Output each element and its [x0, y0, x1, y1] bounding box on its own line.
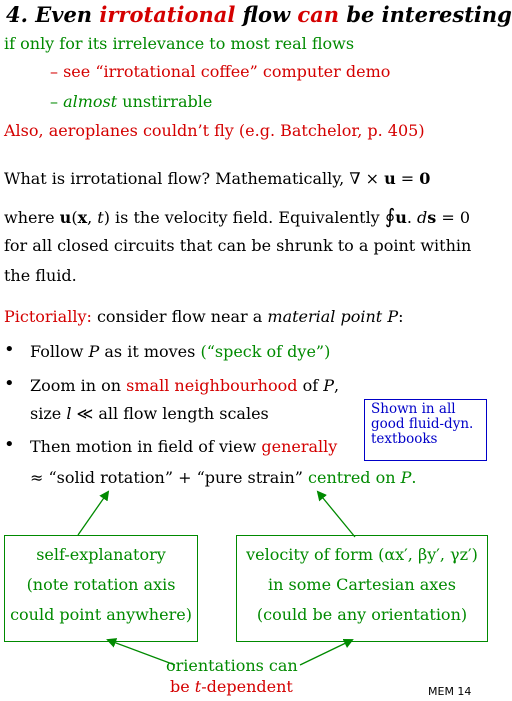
u-symbol: u — [59, 208, 72, 227]
title-end: be interesting — [339, 2, 512, 27]
arrow-to-right-box — [300, 640, 352, 665]
strain-box-line-2: in some Cartesian axes — [268, 575, 456, 594]
bullet-dot-1: • — [4, 339, 15, 360]
bullet-2-b: of — [297, 376, 324, 395]
bullet-1-a: Follow — [30, 342, 89, 361]
bullet-2-p: P — [323, 376, 334, 395]
colon: : — [398, 307, 404, 326]
note-line-2: good fluid-dyn. — [371, 416, 474, 432]
para-line-4: the fluid. — [4, 266, 77, 285]
where-text: where — [4, 208, 60, 227]
strain-box-line-1: velocity of form (αx′, βy′, γz′) — [246, 545, 478, 564]
curl-operator: ∇ × — [349, 169, 385, 188]
dot-product: . — [406, 208, 418, 227]
scales-text: ≪ all flow length scales — [71, 404, 269, 423]
u2-symbol: u — [395, 208, 407, 227]
velocity-symbol: u — [384, 169, 396, 188]
generally-text: generally — [261, 437, 338, 456]
equals-zero: = 0 — [436, 208, 471, 227]
s-symbol: s — [427, 208, 437, 227]
rotation-box-line-2: (note rotation axis — [26, 575, 176, 594]
bullet-2-c: , — [334, 376, 340, 395]
strain-box — [236, 535, 488, 642]
slide-footer: MEM 14 — [428, 685, 472, 698]
rotation-box — [4, 535, 198, 642]
dash: – — [50, 92, 64, 111]
aeroplanes-line: Also, aeroplanes couldn’t fly (e.g. Batchelor, p. 405) — [4, 121, 425, 140]
bullet-dot-2: • — [4, 373, 15, 394]
unstirrable-text: unstirrable — [117, 92, 213, 111]
be-text: be — [170, 677, 195, 696]
rotation-strain-text: ≈ “solid rotation” + “pure strain” — [30, 468, 309, 487]
orientations-line-2 — [170, 677, 293, 696]
bullet-2-a: Zoom in on — [30, 376, 127, 395]
orientations-line-1: orientations can — [166, 656, 298, 675]
dependent-text: -dependent — [201, 677, 293, 696]
speck-of-dye: (“speck of dye”) — [200, 342, 331, 361]
intro-line: if only for its irrelevance to most real flows — [4, 34, 355, 53]
title-red-2: can — [297, 2, 340, 27]
title-red-1: irrotational — [99, 2, 236, 27]
rotation-box-line-3: could point anywhere) — [10, 605, 192, 624]
t-dependent-t: t — [194, 677, 202, 696]
size-text: size — [30, 404, 67, 423]
l-symbol: l — [66, 404, 72, 423]
note-line-1: Shown in all — [371, 401, 456, 417]
pictorially-label: Pictorially: — [4, 307, 92, 326]
note-line-3: textbooks — [371, 431, 438, 447]
centred-p: P — [400, 468, 412, 487]
arrow-to-left-box — [108, 640, 175, 665]
pictorially-text: consider flow near a — [91, 307, 268, 326]
paren-open: ( — [71, 208, 78, 227]
title-mid: flow — [235, 2, 298, 27]
paren-close: ) — [103, 208, 110, 227]
centred-dot: . — [411, 468, 417, 487]
arrow-to-rotation — [78, 492, 108, 535]
bullet-3-a: Then motion in field of view — [30, 437, 262, 456]
equivalently-text: is the velocity field. Equivalently — [109, 208, 385, 227]
d-symbol: d — [417, 208, 428, 227]
zero-vector: 0 — [419, 169, 431, 188]
para-line-3: for all closed circuits that can be shrunk to a point within — [4, 236, 472, 255]
title-number: 4. Even — [6, 2, 100, 27]
bullet-1-p: P — [88, 342, 100, 361]
para-text-a: What is irrotational flow? Mathematically, — [4, 169, 350, 188]
almost-text: almost — [63, 92, 118, 111]
material-point-text: material point P — [267, 307, 399, 326]
strain-box-line-3: (could be any orientation) — [256, 605, 468, 624]
comma: , — [87, 208, 98, 227]
contour-integral-icon: ∮ — [384, 204, 396, 228]
rotation-box-line-1: self-explanatory — [36, 545, 166, 564]
coffee-demo-line: – see “irrotational coffee” computer demo — [50, 62, 391, 81]
small-neighbourhood: small neighbourhood — [126, 376, 298, 395]
bullet-1-b: as it moves — [99, 342, 201, 361]
t-symbol: t — [97, 208, 104, 227]
centred-on-text: centred on — [308, 468, 401, 487]
x-symbol: x — [77, 208, 88, 227]
arrow-to-strain — [318, 492, 355, 537]
equals: = — [395, 169, 420, 188]
bullet-dot-3: • — [4, 434, 15, 455]
